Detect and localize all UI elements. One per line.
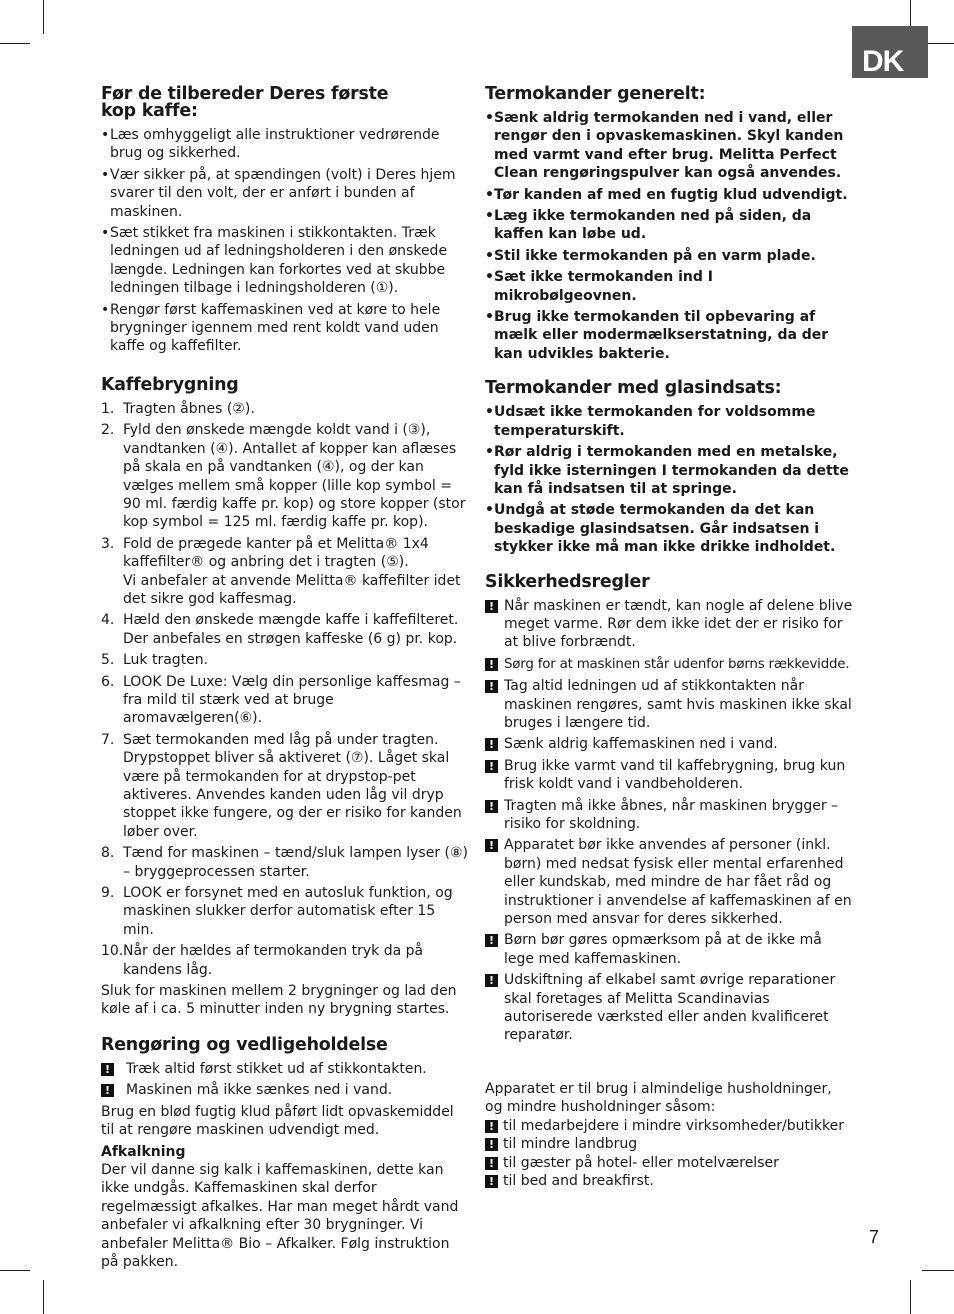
warning-item: [101, 1081, 469, 1099]
crop-mark: [922, 1270, 954, 1271]
warning-text: Når maskinen er tændt, kan nogle af delene blive meget varme. Rør dem ikke idet der er risiko for at blive forbrændt.: [504, 597, 853, 651]
crop-mark: [0, 43, 30, 44]
step-item: [101, 844, 469, 881]
thermos-general-title: Termokander generelt:: [485, 84, 706, 104]
household-text: til gæster på hotel- eller motelværelser: [503, 1154, 779, 1171]
right-column: [485, 86, 853, 1190]
list-item: • Læg ikke termokanden ned på siden, da kaffen kan løbe ud.: [485, 207, 853, 244]
warning-icon: !: [101, 1084, 114, 1097]
step-text: Fold de prægede kanter på et Melitta® 1x4 kaffefilter® og anbring det i tragten (⑤).: [123, 535, 429, 571]
household-item: [485, 1172, 853, 1190]
language-tab-label: DK: [862, 45, 904, 78]
safety-section: [485, 571, 853, 1045]
household-section: [485, 1080, 853, 1190]
step-number: 3.: [101, 535, 115, 552]
step-item: [101, 673, 469, 728]
warning-item: [485, 735, 853, 753]
list-item: • Undgå at støde termokanden da det kan beskadige glasindsatsen. Går indsatsen i stykker ikke må man ikke drikke indholdet.: [485, 501, 853, 556]
brewing-steps: [101, 400, 469, 979]
crop-mark: [910, 1280, 911, 1314]
first-cup-list: [101, 126, 469, 356]
warning-text: Tag altid ledningen ud af stikkontakten når maskinen rengøres, samt hvis maskinen ikke skal bruges i længere tid.: [504, 678, 852, 731]
step-text: Sæt termokanden med låg på under tragten. Drypstoppet bliver så aktiveret (⑦). Låget skal være på termokanden for at drypstop-pet aktiveres. Anvendes kanden uden låg vil dryp stoppet ikke fungere, og der er risiko for kanden løber over.: [123, 731, 462, 840]
step-number: 6.: [101, 673, 115, 690]
step-text: Vi anbefaler at anvende Melitta® kaffefilter idet det sikre god kaffesmag.: [123, 572, 461, 607]
warning-text: Brug ikke varmt vand til kaffebrygning, brug kun frisk koldt vand i vandbeholderen.: [504, 757, 846, 793]
descale-title: Afkalkning: [101, 1143, 186, 1160]
cleaning-text: Brug en blød fugtig klud påført lidt opvaskemiddel til at rengøre maskinen udvendigt med.: [101, 1103, 454, 1139]
step-text: Tænd for maskinen – tænd/sluk lampen lyser (⑧) – bryggeprocessen starter.: [123, 845, 468, 880]
list-item: • Tør kanden af med en fugtig klud udvendigt.: [485, 186, 853, 204]
warning-icon: !: [485, 934, 498, 947]
step-number: 4.: [101, 612, 115, 629]
step-item: [101, 421, 469, 531]
step-item: [101, 884, 469, 939]
step-text: Hæld den ønskede mængde kaffe i kaffefilteret. Der anbefales en strøgen kaffeske (6 g) pr. kop.: [123, 612, 459, 647]
warning-icon: !: [485, 1157, 498, 1170]
household-item: [485, 1117, 853, 1135]
warning-item: [485, 971, 853, 1045]
step-number: 9.: [101, 885, 115, 902]
household-item: [485, 1135, 853, 1153]
cleaning-title: Rengøring og vedligeholdelse: [101, 1034, 388, 1055]
step-number: 5.: [101, 652, 115, 669]
thermos-general-list: [485, 109, 853, 363]
step-text: Fyld den ønskede mængde koldt vand i (③), vandtanken (④). Antallet af kopper kan aflæses på skala en på vandtanken (④), og der kan vælges mellem små kopper (lille kop symbol = 90 ml. færdig kaffe pr. kop) og store kopper (stor kop symbol = 125 ml. færdig kaffe pr. kop).: [123, 422, 466, 531]
step-item: [101, 535, 469, 609]
first-cup-title: [101, 86, 469, 120]
warning-icon: !: [485, 1175, 498, 1188]
warning-icon: !: [485, 600, 498, 613]
first-cup-section: [101, 86, 469, 356]
brewing-note: Sluk for maskinen mellem 2 brygninger og lad den køle af i ca. 5 minutter inden ny brygning startes.: [101, 983, 457, 1018]
warning-item: [485, 597, 853, 652]
step-item: [101, 942, 469, 979]
list-item: • Vær sikker på, at spændingen (volt) i Deres hjem svarer til den volt, der er anført i bunden af maskinen.: [101, 166, 469, 221]
thermos-glass-list: [485, 403, 853, 556]
page-number: 7: [869, 1227, 880, 1247]
first-cup-title-line1: Før de tilbereder Deres første: [101, 84, 389, 104]
warning-icon: !: [101, 1063, 114, 1076]
household-text: til bed and breakfirst.: [503, 1172, 654, 1189]
warning-icon: !: [485, 738, 498, 751]
warning-icon: !: [485, 658, 498, 671]
descale-text: Der vil danne sig kalk i kaffemaskinen, dette kan ikke undgås. Kaffemaskinen skal derfor regelmæssigt afkalkes. Har man meget hårdt vand anbefaler vi afkalkning efter 30 brygninger. Vi anbefaler Melitta® Bio – Afkalker. Følg instruktion på pakken.: [101, 1161, 459, 1270]
crop-mark: [0, 1270, 30, 1271]
step-item: [101, 611, 469, 648]
warning-icon: !: [485, 680, 498, 693]
warning-item: [485, 931, 853, 968]
first-cup-title-line2: kop kaffe:: [101, 101, 198, 121]
cleaning-warnings: [101, 1060, 469, 1100]
step-number: 1.: [101, 400, 115, 417]
warning-icon: !: [485, 800, 498, 813]
warning-text: Udskiftning af elkabel samt øvrige reparationer skal foretages af Melitta Scandinavias autoriserede værksted eller anden kvalificeret reparatør.: [504, 972, 836, 1044]
list-item: • Sænk aldrig termokanden ned i vand, eller rengør den i opvaskemaskinen. Skyl kanden med varmt vand efter brug. Melitta Perfect Clean rengøringspulver kan også anvendes.: [485, 109, 853, 183]
left-column: [101, 86, 469, 1271]
warning-icon: !: [485, 974, 498, 987]
cleaning-section: [101, 1034, 469, 1271]
household-text: til mindre landbrug: [503, 1136, 638, 1153]
step-number: 7.: [101, 731, 115, 748]
warning-icon: !: [485, 760, 498, 773]
thermos-glass-section: [485, 380, 853, 556]
list-item: • Rør aldrig i termokanden med en metalske, fyld ikke isterningen I termokanden da dette kan få indsatsen til at springe.: [485, 443, 853, 498]
warning-icon: !: [485, 1120, 498, 1133]
household-intro: Apparatet er til brug i almindelige husholdninger, og mindre husholdninger såsom:: [485, 1080, 832, 1116]
list-item: • Udsæt ikke termokanden for voldsomme temperaturskift.: [485, 403, 853, 440]
step-number: 2.: [101, 422, 115, 439]
warning-item: [485, 677, 853, 732]
language-tab: [852, 26, 928, 78]
warning-text: Børn bør gøres opmærksom på at de ikke må lege med kaffemaskinen.: [504, 932, 822, 967]
warning-item: [485, 836, 853, 928]
step-number: 10.: [101, 943, 124, 960]
step-text: LOOK er forsynet med en autosluk funktion, og maskinen slukker derfor automatisk efter 15 min.: [123, 885, 453, 938]
step-text: LOOK De Luxe: Vælg din personlige kaffesmag – fra mild til stærk ved at bruge aromavælgeren(⑥).: [123, 673, 461, 727]
household-item: [485, 1154, 853, 1172]
warning-text: Maskinen må ikke sænkes ned i vand.: [126, 1082, 393, 1099]
step-text: Når der hældes af termokanden tryk da på kandens låg.: [123, 943, 424, 978]
list-item: • Sæt stikket fra maskinen i stikkontakten. Træk ledningen ud af ledningsholderen i den ønskede længde. Ledningen kan forkortes ved at skubbe ledningen tilbage i ledningsholderen (①).: [101, 224, 469, 298]
step-number: 8.: [101, 845, 115, 862]
thermos-general-section: [485, 86, 853, 363]
thermos-glass-title: Termokander med glasindsats:: [485, 378, 782, 399]
list-item: • Sæt ikke termokanden ind I mikrobølgeovnen.: [485, 268, 853, 305]
step-item: [101, 400, 469, 418]
brewing-section: [101, 374, 469, 1019]
step-text: Tragten åbnes (②).: [123, 400, 255, 417]
household-list: [485, 1117, 853, 1191]
crop-mark: [43, 1280, 44, 1314]
step-text: Luk tragten.: [123, 652, 209, 669]
warning-text: Træk altid først stikket ud af stikkontakten.: [126, 1060, 427, 1077]
crop-mark: [43, 0, 44, 34]
list-item: • Brug ikke termokanden til opbevaring af mælk eller modermælkserstatning, da der kan udvikles bakterie.: [485, 308, 853, 363]
list-item: • Stil ikke termokanden på en varm plade.: [485, 247, 853, 265]
step-item: [101, 651, 469, 669]
safety-title: Sikkerhedsregler: [485, 571, 650, 592]
list-item: • Læs omhyggeligt alle instruktioner vedrørende brug og sikkerhed.: [101, 126, 469, 163]
warning-icon: !: [485, 1138, 498, 1151]
step-item: [101, 731, 469, 841]
warning-item: [101, 1060, 469, 1078]
warning-icon: !: [485, 839, 498, 852]
warning-text: Sænk aldrig kaffemaskinen ned i vand.: [504, 736, 778, 753]
warning-item: [485, 757, 853, 794]
household-text: til medarbejdere i mindre virksomheder/butikker: [503, 1117, 844, 1134]
warning-item: [485, 797, 853, 834]
list-item: • Rengør først kaffemaskinen ved at køre to hele brygninger igennem med rent koldt vand uden kaffe og kaffefilter.: [101, 301, 469, 356]
warning-item: [485, 655, 853, 674]
warning-text: Tragten må ikke åbnes, når maskinen brygger – risiko for skoldning.: [504, 797, 839, 832]
brewing-title: Kaffebrygning: [101, 374, 239, 395]
safety-list: [485, 597, 853, 1045]
warning-text: Apparatet bør ikke anvendes af personer (inkl. børn) med nedsat fysisk eller mental erfarenhed eller kundskab, med mindre de har fået råd og instruktioner i anvendelse af kaffemaskinen af en person med ansvar for deres sikkerhed.: [504, 837, 852, 928]
warning-text: Sørg for at maskinen står udenfor børns rækkevidde.: [504, 656, 850, 672]
